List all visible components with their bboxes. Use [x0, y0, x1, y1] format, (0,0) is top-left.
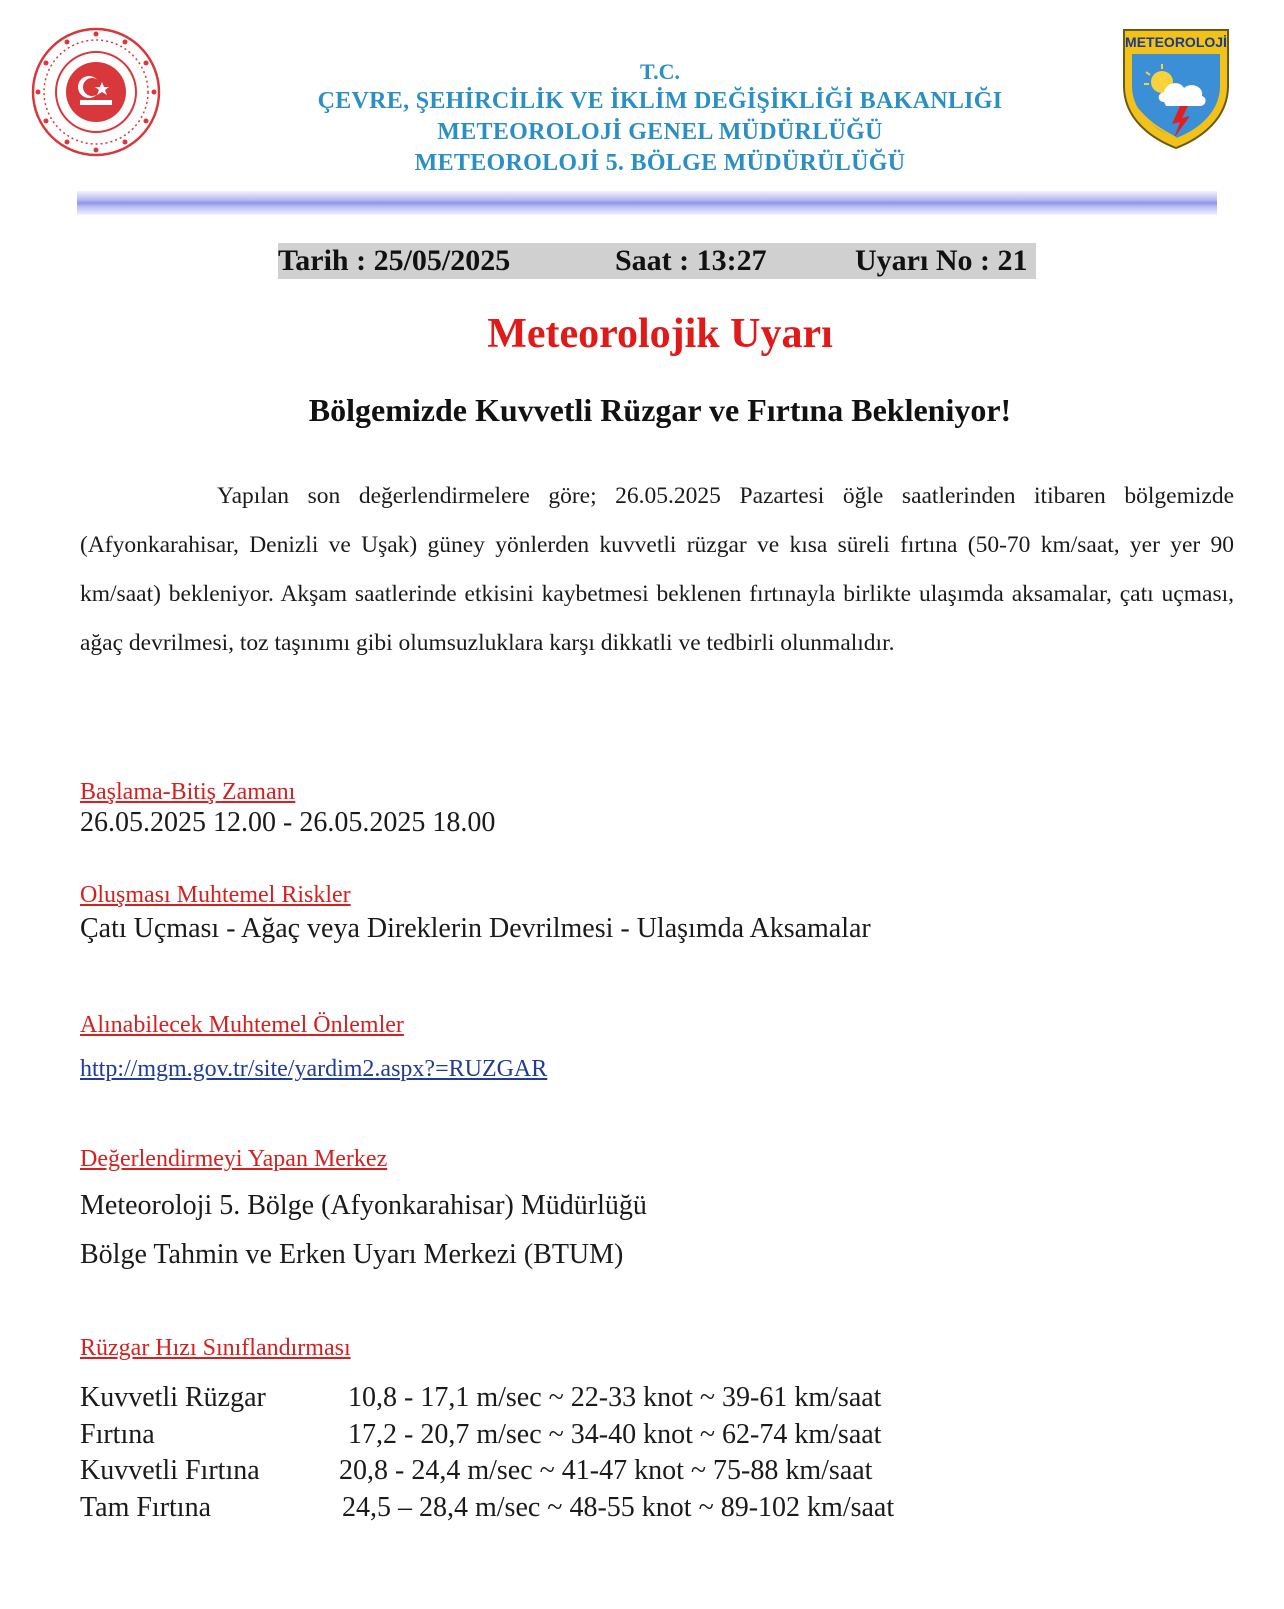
header-ministry: ÇEVRE, ŞEHİRCİLİK VE İKLİM DEĞİŞİKLİĞİ BAKANLIĞI	[317, 88, 1003, 114]
wind-class-value: 24,5 – 28,4 m/sec ~ 48-55 knot ~ 89-102 km/saat	[342, 1491, 895, 1523]
header-tc: T.C.	[640, 59, 680, 84]
table-row	[80, 1380, 1080, 1417]
measures-heading: Alınabilecek Muhtemel Önlemler	[80, 1012, 404, 1038]
center-line-1: Meteoroloji 5. Bölge (Afyonkarahisar) Müdürlüğü	[80, 1190, 647, 1221]
wind-heading: Rüzgar Hızı Sınıflandırması	[80, 1335, 351, 1361]
wind-class-value: 20,8 - 24,4 m/sec ~ 41-47 knot ~ 75-88 km/saat	[339, 1455, 873, 1486]
page-title: Meteorolojik Uyarı	[487, 311, 833, 357]
wind-class-value: 17,2 - 20,7 m/sec ~ 34-40 knot ~ 62-74 km/saat	[348, 1418, 882, 1450]
page-subtitle: Bölgemizde Kuvvetli Rüzgar ve Fırtına Bekleniyor!	[308, 392, 1012, 428]
meteoroloji-logo-icon	[1118, 24, 1234, 152]
table-row	[80, 1417, 1080, 1454]
risks-text: Çatı Uçması - Ağaç veya Direklerin Devrilmesi - Ulaşımda Aksamalar	[80, 913, 871, 944]
wind-class-name: Kuvvetli Rüzgar	[80, 1382, 266, 1413]
header-regional-directorate: METEOROLOJİ 5. BÖLGE MÜDÜRÜLÜĞÜ	[414, 150, 906, 176]
header	[200, 58, 1120, 179]
header-general-directorate: METEOROLOJİ GENEL MÜDÜRLÜĞÜ	[437, 119, 883, 145]
risks-heading: Oluşması Muhtemel Riskler	[80, 882, 351, 908]
warning-time: Saat : 13:27	[615, 244, 767, 277]
time-heading: Başlama-Bitiş Zamanı	[80, 779, 296, 805]
table-row	[80, 1453, 1080, 1490]
center-heading: Değerlendirmeyi Yapan Merkez	[80, 1146, 388, 1172]
wind-class-name: Tam Fırtına	[80, 1491, 212, 1523]
wind-classification-table	[80, 1380, 1080, 1526]
ministry-seal-icon	[30, 26, 162, 158]
center-line-2: Bölge Tahmin ve Erken Uyarı Merkezi (BTUM)	[80, 1239, 624, 1270]
warning-body: Yapılan son değerlendirmelere göre; 26.05.2025 Pazartesi öğle saatlerinden itibaren bölgemizde (Afyonkarahisar, Denizli ve Uşak) güney yönlerden kuvvetli rüzgar ve kısa süreli fırtına (50-70 km/saat, yer yer 90 km/saat) bekleniyor. Akşam saatlerinde etkisini kaybetmesi beklenen fırtınayla birlikte ulaşımda aksamalar, çatı uçması, ağaç devrilmesi, toz taşınımı gibi olumsuzluklara karşı dikkatli ve tedbirli olunmalıdır.	[80, 483, 1234, 656]
table-row	[80, 1490, 1080, 1527]
warning-meta-bar	[278, 243, 1036, 279]
time-text: 26.05.2025 12.00 - 26.05.2025 18.00	[80, 807, 496, 838]
header-divider	[77, 191, 1217, 215]
warning-date: Tarih : 25/05/2025	[278, 244, 511, 277]
measures-link[interactable]: http://mgm.gov.tr/site/yardim2.aspx?=RUZGAR	[80, 1056, 548, 1082]
wind-class-name: Fırtına	[80, 1418, 155, 1450]
wind-class-name: Kuvvetli Fırtına	[80, 1455, 260, 1486]
wind-class-value: 10,8 - 17,1 m/sec ~ 22-33 knot ~ 39-61 km/saat	[348, 1382, 882, 1413]
logo-lettering: METEOROLOJİ	[1125, 34, 1227, 50]
warning-number: Uyarı No : 21	[855, 244, 1028, 277]
